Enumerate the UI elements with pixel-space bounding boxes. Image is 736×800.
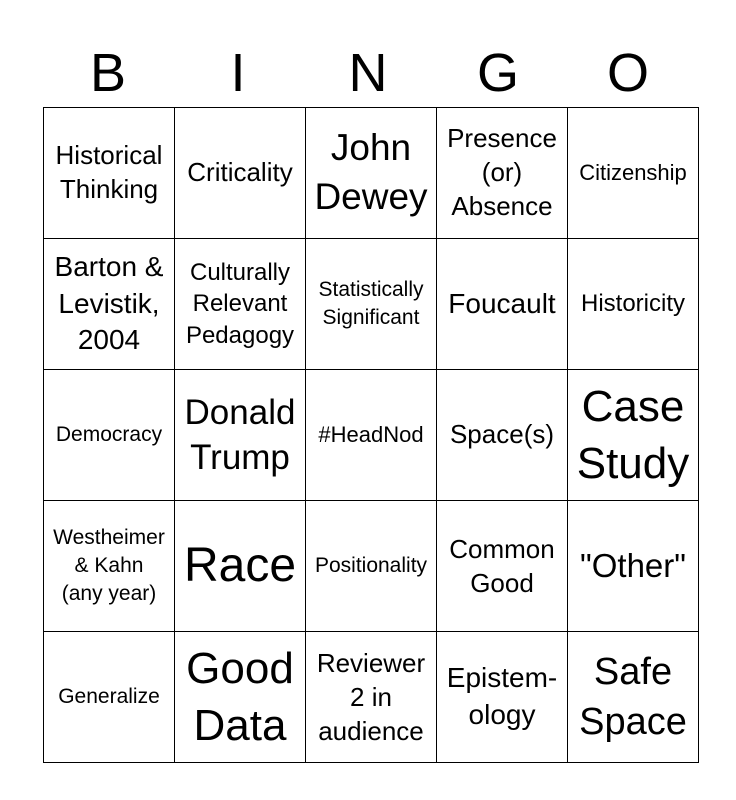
bingo-cell[interactable]	[306, 632, 437, 763]
cell-text: "Other"	[580, 547, 686, 585]
header-letter-b: B	[89, 43, 127, 103]
cell-text: Common Good	[449, 533, 555, 598]
cell-text: Epistem- ology	[446, 662, 558, 730]
cell-text: Donald Trump	[184, 392, 296, 477]
bingo-cell[interactable]	[175, 108, 306, 239]
cell-text: Safe Space	[579, 650, 687, 743]
bingo-cell[interactable]	[175, 632, 306, 763]
cell-text: #HeadNod	[318, 421, 424, 447]
bingo-cell[interactable]	[44, 239, 175, 370]
grid-row	[44, 501, 699, 632]
header-letter-n: N	[348, 43, 388, 103]
bingo-cell[interactable]	[437, 501, 568, 632]
bingo-cell[interactable]	[175, 370, 306, 501]
cell-text: Space(s)	[449, 419, 555, 450]
bingo-cell[interactable]	[44, 370, 175, 501]
grid-row	[44, 239, 699, 370]
grid-row	[44, 370, 699, 501]
cell-text: Case Study	[576, 381, 690, 488]
bingo-cell[interactable]	[568, 501, 699, 632]
cell-text: Historical Thinking	[55, 140, 163, 204]
header-letter-g: G	[476, 43, 519, 103]
bingo-cell[interactable]	[568, 632, 699, 763]
cell-text: John Dewey	[314, 127, 428, 217]
bingo-cell[interactable]	[568, 239, 699, 370]
bingo-cell[interactable]	[44, 632, 175, 763]
cell-text: Reviewer 2 in audience	[316, 647, 426, 747]
cell-text: Citizenship	[579, 159, 687, 185]
header-letter-o: O	[606, 43, 649, 103]
bingo-cell[interactable]	[306, 501, 437, 632]
bingo-cell[interactable]	[175, 501, 306, 632]
cell-text: Presence (or) Absence	[447, 123, 557, 221]
bingo-cell[interactable]	[306, 370, 437, 501]
cell-text: Westheimer & Kahn (any year)	[53, 526, 165, 605]
bingo-grid	[43, 107, 699, 763]
cell-text: Good Data	[186, 643, 294, 750]
cell-text: Statistically Significant	[318, 278, 424, 329]
bingo-cell[interactable]	[175, 239, 306, 370]
cell-text: Democracy	[55, 423, 163, 447]
cell-text: Historicity	[580, 289, 685, 317]
bingo-cell[interactable]	[437, 108, 568, 239]
bingo-header	[43, 40, 693, 106]
bingo-cell[interactable]	[568, 108, 699, 239]
cell-text: Culturally Relevant Pedagogy	[185, 259, 295, 349]
cell-text: Race	[183, 539, 297, 593]
cell-text: Positionality	[314, 554, 428, 578]
cell-text: Generalize	[58, 685, 160, 709]
grid-row	[44, 108, 699, 239]
grid-row	[44, 632, 699, 763]
bingo-cell[interactable]	[437, 632, 568, 763]
bingo-cell[interactable]	[44, 501, 175, 632]
bingo-cell[interactable]	[44, 108, 175, 239]
cell-text: Criticality	[187, 157, 293, 188]
bingo-cell[interactable]	[437, 239, 568, 370]
bingo-cell[interactable]	[437, 370, 568, 501]
cell-text: Barton & Levistik, 2004	[54, 251, 164, 356]
bingo-cell[interactable]	[568, 370, 699, 501]
header-letter-i: I	[230, 43, 246, 103]
bingo-cell[interactable]	[306, 108, 437, 239]
cell-text: Foucault	[448, 288, 556, 320]
bingo-cell[interactable]	[306, 239, 437, 370]
